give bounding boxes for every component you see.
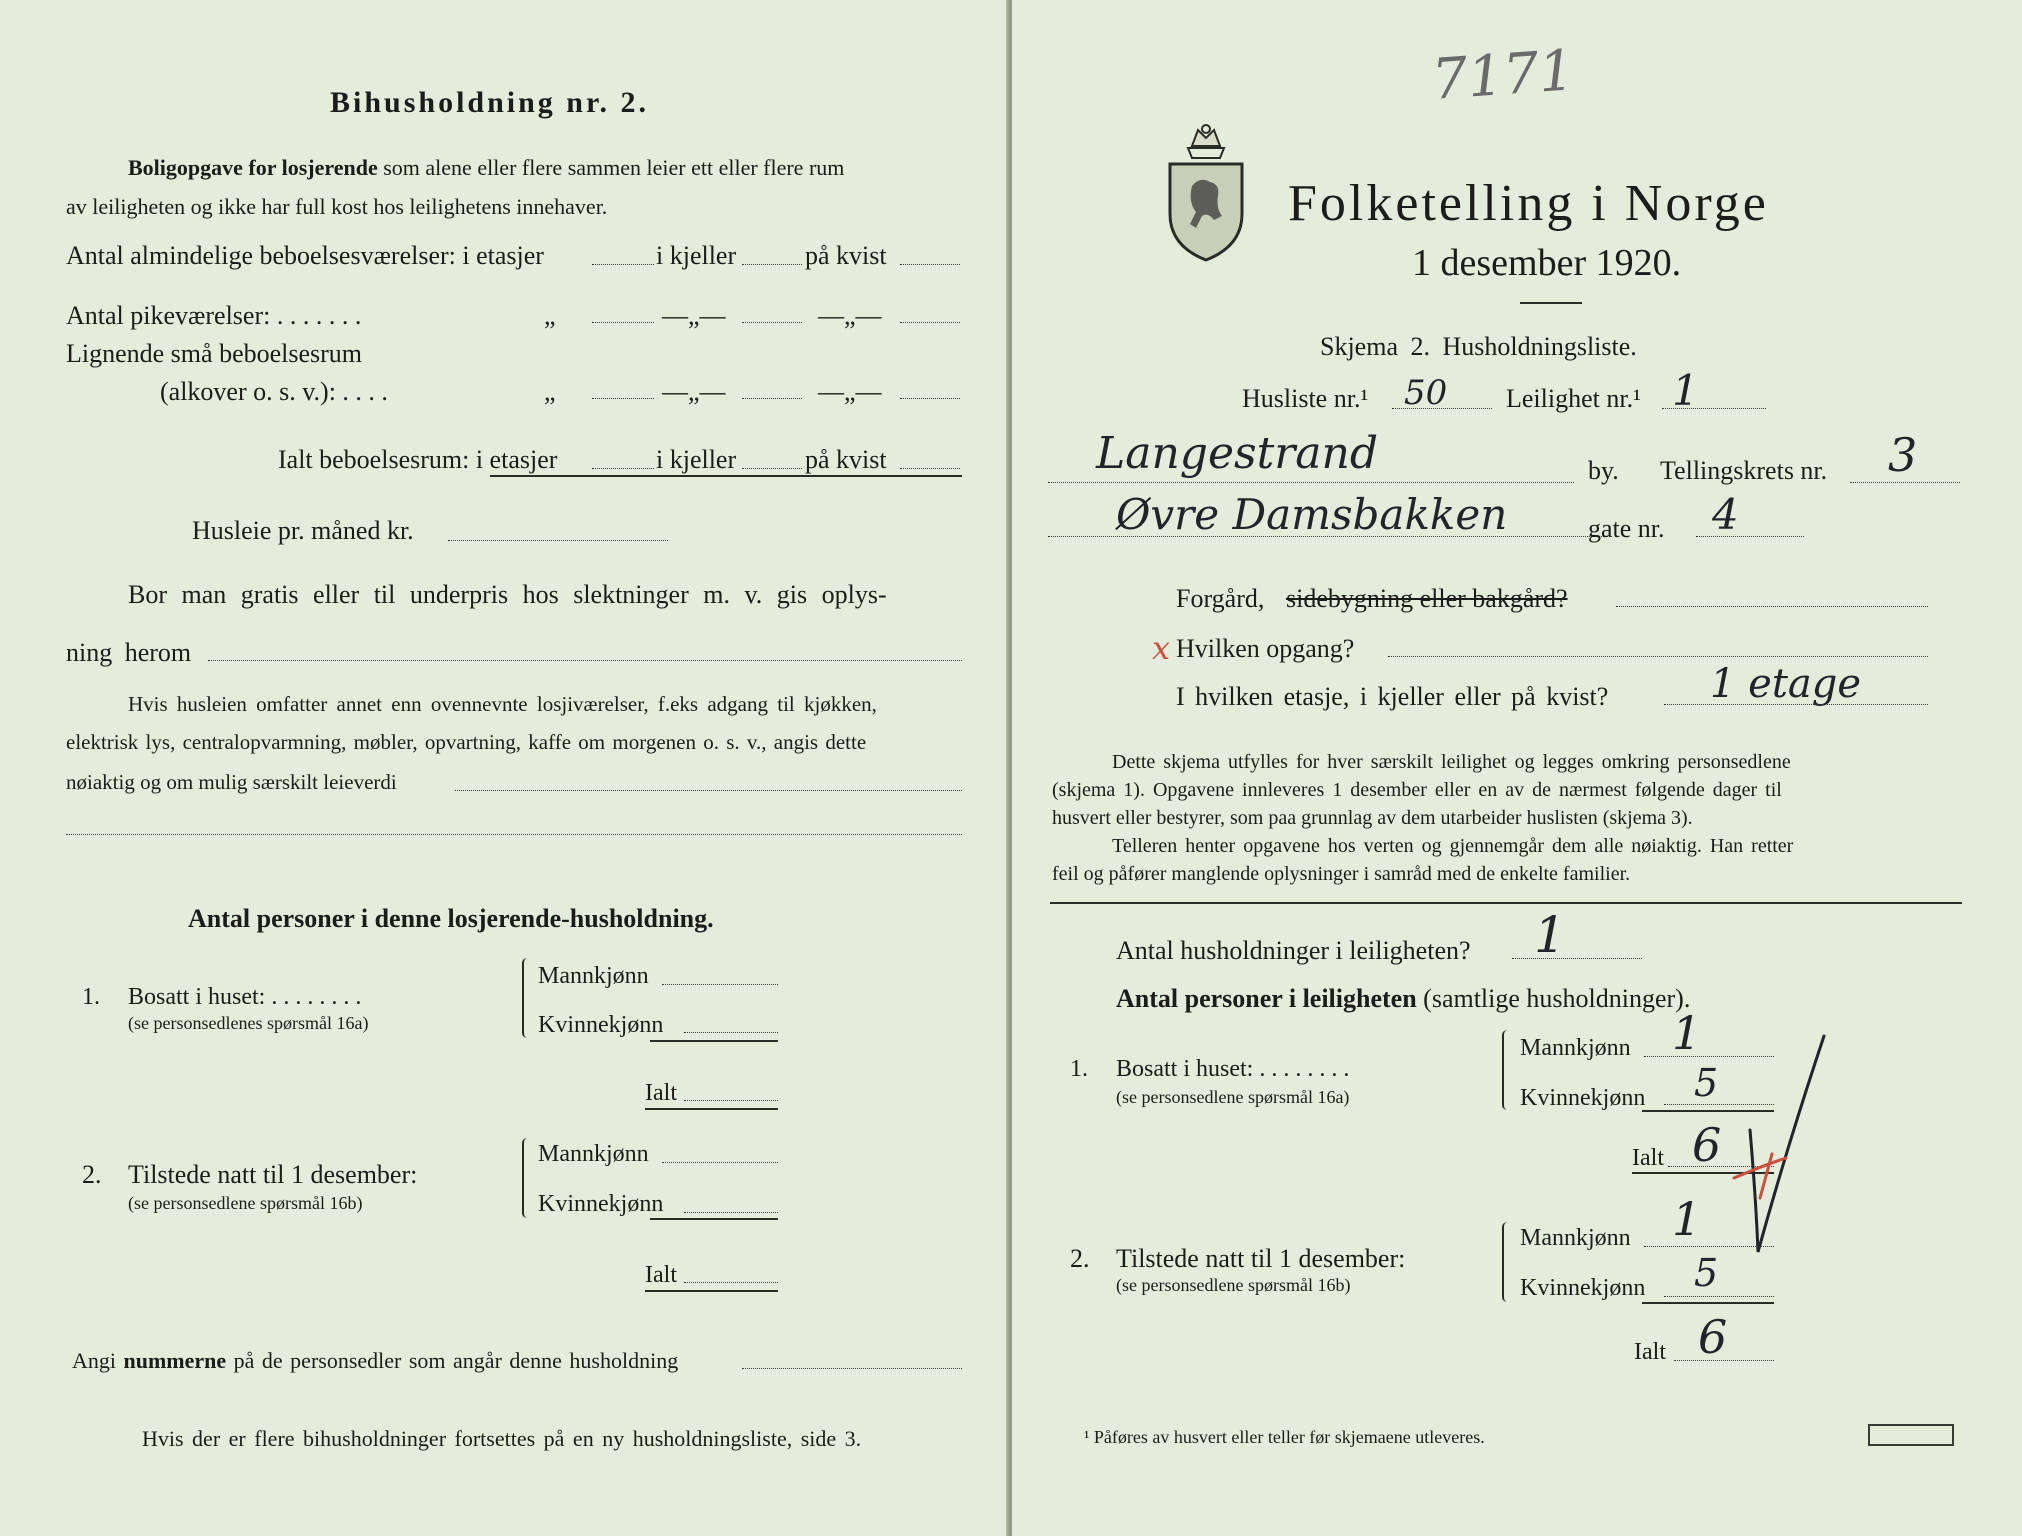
l-q2-sub: (se personsedlene spørsmål 16b) (128, 1193, 363, 1213)
ialt-label: Ialt beboelsesrum: i etasjer (278, 445, 558, 474)
l-q1-mann-label: Mannkjønn (538, 963, 649, 989)
gate-field[interactable] (1048, 536, 1608, 537)
hvis-line-2: elektrisk lys, centralopvarmning, møbler, opvartning, kaffe om morgenen o. s. v., angis dette (66, 730, 867, 754)
forgard-struck: sidebygning eller bakgård? (1286, 584, 1568, 613)
intro-rest: som alene eller flere sammen leier ett eller flere rum (383, 155, 845, 180)
r-q2-brace (1502, 1222, 1512, 1302)
antal-kvist-field[interactable] (900, 264, 960, 265)
l-q1-kvinne-field[interactable] (684, 1032, 778, 1033)
ialt-kjeller-field[interactable] (742, 468, 802, 469)
r-q1-ialt-value: 6 (1692, 1118, 1722, 1172)
left-title: Bihusholdning nr. 2. (330, 86, 650, 119)
info-line-2: (skjema 1). Opgavene innleveres 1 desember eller en av de nærmest følgende dager til (1052, 779, 1782, 801)
r-q1-brace (1502, 1030, 1512, 1110)
r-q2-sum-line (1642, 1302, 1774, 1304)
krets-value: 3 (1888, 428, 1918, 482)
r-q2-kvinne-label: Kvinnekjønn (1520, 1275, 1646, 1301)
coat-of-arms-icon (1162, 124, 1250, 264)
opgang-label: Hvilken opgang? (1176, 634, 1355, 663)
info-line-1: Dette skjema utfylles for hver særskilt leilighet og legges omkring personsedlene (1112, 751, 1791, 773)
husliste-label: Husliste nr.¹ (1242, 384, 1369, 413)
l-q2-kvinne-label: Kvinnekjønn (538, 1191, 664, 1217)
leilighet-label: Leilighet nr.¹ (1506, 384, 1641, 413)
l-q1-ialt-field[interactable] (684, 1100, 778, 1101)
pike-kvist-field[interactable] (900, 322, 960, 323)
antal-hush-value: 1 (1534, 906, 1566, 964)
opgang-mark: x (1152, 629, 1171, 667)
krets-field[interactable] (1850, 482, 1960, 483)
intro-line-2: av leiligheten og ikke har full kost hos leilighetens innehaver. (66, 194, 608, 219)
form-date: 1 desember 1920. (1412, 242, 1682, 284)
intro-line-1 (128, 157, 844, 179)
ialt-kvist: på kvist (805, 445, 887, 474)
hvis-line-3: nøiaktig og om mulig særskilt leieverdi (66, 770, 397, 794)
lign-kvist-field[interactable] (900, 398, 960, 399)
lign-dash-2: —„— (818, 377, 882, 406)
l-q2-ialt-label: Ialt (645, 1262, 677, 1288)
ialt-kvist-field[interactable] (900, 468, 960, 469)
angi-rest: på de personsedler som angår denne husholdning (233, 1348, 679, 1373)
l-q1-sub: (se personsedlenes spørsmål 16a) (128, 1013, 369, 1033)
etasje-label: I hvilken etasje, i kjeller eller på kvist? (1176, 682, 1609, 711)
hvis-line-1: Hvis husleien omfatter annet enn ovennevnte losjiværelser, f.eks adgang til kjøkken, (128, 692, 877, 716)
antal-kjeller-field[interactable] (742, 264, 802, 265)
l-q1-ialt-label: Ialt (645, 1080, 677, 1106)
info-rule (1050, 902, 1962, 904)
l-q2-brace (522, 1138, 532, 1218)
antal-pers-bold: Antal personer i leiligheten (1116, 984, 1417, 1013)
r-q2-mann-field[interactable] (1644, 1246, 1774, 1247)
l-q1-sum-line (650, 1040, 778, 1042)
title-rule (1520, 302, 1582, 304)
ialt-underline (490, 475, 962, 477)
left-footer: Hvis der er flere bihusholdninger fortsettes på en ny husholdningsliste, side 3. (142, 1426, 862, 1451)
r-q2-num: 2. (1070, 1244, 1090, 1273)
gate-nr-field[interactable] (1696, 536, 1804, 537)
r-q2-mann-label: Mannkjønn (1520, 1225, 1631, 1251)
r-q2-kvinne-field[interactable] (1664, 1296, 1774, 1297)
antal-label: Antal almindelige beboelsesværelser: i etasjer (66, 241, 544, 270)
pike-quote: „ (544, 301, 556, 330)
l-q1-mann-field[interactable] (662, 984, 778, 985)
r-q1-ialt-label: Ialt (1632, 1145, 1664, 1171)
gate-value: Øvre Damsbakken (1116, 490, 1508, 539)
antal-personer-heading: Antal personer i denne losjerende-husholdning. (188, 904, 714, 933)
leilighet-value: 1 (1672, 366, 1699, 415)
etasje-field[interactable] (1664, 704, 1928, 705)
antal-hush-label: Antal husholdninger i leiligheten? (1116, 936, 1471, 965)
l-q1-kvinne-label: Kvinnekjønn (538, 1012, 664, 1038)
r-q1-mann-value: 1 (1672, 1006, 1702, 1060)
husleie-field[interactable] (448, 540, 668, 541)
r-q1-num: 1. (1070, 1056, 1088, 1082)
antal-pers-line (1116, 986, 1690, 1012)
angi-pre: Angi (72, 1348, 116, 1373)
lign-label-1: Lignende små beboelsesrum (66, 339, 363, 368)
bor-field[interactable] (208, 660, 962, 661)
r-q2-sub: (se personsedlene spørsmål 16b) (1116, 1275, 1351, 1295)
r-q2-ialt-label: Ialt (1634, 1339, 1666, 1365)
leieverdi-field[interactable] (455, 790, 962, 791)
leilighet-field[interactable] (1662, 408, 1766, 409)
footnote: ¹ Påføres av husvert eller teller før skjemaene utleveres. (1084, 1427, 1485, 1447)
forgard-label: Forgård, (1176, 584, 1265, 613)
handwritten-archive-number: 7171 (1429, 38, 1577, 113)
intro-bold: Boligopgave for losjerende (128, 155, 378, 180)
by-field[interactable] (1048, 482, 1574, 483)
antal-pers-rest: (samtlige husholdninger). (1423, 984, 1691, 1013)
pike-dash-2: —„— (818, 301, 882, 330)
lign-quote: „ (544, 377, 556, 406)
r-q1-kvinne-value: 5 (1694, 1061, 1719, 1105)
lign-dash-1: —„— (662, 377, 726, 406)
by-value: Langestrand (1096, 428, 1379, 479)
husliste-field[interactable] (1392, 408, 1492, 409)
l-q2-ialt-field[interactable] (684, 1282, 778, 1283)
r-q2-label: Tilstede natt til 1 desember: (1116, 1244, 1406, 1273)
opgang-field[interactable] (1388, 656, 1928, 657)
r-q1-label: Bosatt i huset: . . . . . . . . (1116, 1056, 1350, 1082)
printer-mark-box (1868, 1424, 1954, 1446)
husleie-label: Husleie pr. måned kr. (192, 516, 414, 545)
l-q2-sum-line (650, 1218, 778, 1220)
angi-line (72, 1350, 678, 1372)
ialt-kjeller: i kjeller (656, 445, 737, 474)
checkmark-icon (1732, 1030, 1832, 1260)
pike-label: Antal pikeværelser: . . . . . . . (66, 301, 362, 330)
l-q2-num: 2. (82, 1160, 102, 1189)
bor-line-2: ning herom (66, 638, 192, 667)
skjema-label: Skjema 2. Husholdningsliste. (1320, 332, 1637, 361)
antal-kjeller: i kjeller (656, 241, 737, 270)
husliste-value: 50 (1404, 373, 1448, 413)
lign-etasjer-field[interactable] (592, 398, 654, 399)
l-q2-label: Tilstede natt til 1 desember: (128, 1160, 418, 1189)
gate-nr-value: 4 (1712, 490, 1739, 539)
angi-bold: nummerne (123, 1348, 227, 1373)
pike-kjeller-field[interactable] (742, 322, 802, 323)
antal-kvist: på kvist (805, 241, 887, 270)
forgard-field[interactable] (1616, 606, 1928, 607)
pike-etasjer-field[interactable] (592, 322, 654, 323)
r-q1-sub: (se personsedlene spørsmål 16a) (1116, 1087, 1350, 1107)
info-line-5: feil og påfører manglende oplysninger i samråd med de enkelte familier. (1052, 863, 1631, 885)
info-line-4: Telleren henter opgavene hos verten og gjennemgår dem alle nøiaktig. Han retter (1112, 835, 1794, 857)
pike-dash-1: —„— (662, 301, 726, 330)
r-q2-ialt-field[interactable] (1674, 1360, 1774, 1361)
right-page (1012, 0, 2022, 1536)
form-title: Folketelling i Norge (1288, 175, 1769, 232)
r-q2-kvinne-value: 5 (1694, 1251, 1719, 1295)
l-q1-brace (522, 958, 532, 1038)
l-q1-label: Bosatt i huset: . . . . . . . . (128, 984, 362, 1010)
r-q2-ialt-value: 6 (1698, 1310, 1728, 1364)
antal-etasjer-field[interactable] (592, 264, 654, 265)
antal-hush-field[interactable] (1512, 958, 1642, 959)
lign-label-2: (alkover o. s. v.): . . . . (160, 377, 388, 406)
r-q1-kvinne-label: Kvinnekjønn (1520, 1085, 1646, 1111)
l-q1-num: 1. (82, 984, 100, 1010)
ialt-etasjer-field[interactable] (592, 468, 654, 469)
gate-label: gate nr. (1588, 514, 1665, 543)
l-q1-ialt-underline (645, 1108, 778, 1110)
by-label: by. (1588, 456, 1619, 485)
l-q2-kvinne-field[interactable] (684, 1212, 778, 1213)
info-line-3: husvert eller bestyrer, som paa grunnlag av dem utarbeider huslisten (skjema 3). (1052, 807, 1693, 829)
r-q1-mann-label: Mannkjønn (1520, 1035, 1631, 1061)
l-q2-ialt-underline (645, 1290, 778, 1292)
leieverdi-field-2[interactable] (66, 834, 962, 835)
etasje-value: 1 etage (1710, 661, 1862, 707)
angi-field[interactable] (742, 1368, 962, 1369)
l-q2-mann-label: Mannkjønn (538, 1141, 649, 1167)
left-page (0, 0, 1010, 1536)
r-q2-mann-value: 1 (1672, 1192, 1702, 1246)
krets-label: Tellingskrets nr. (1660, 456, 1828, 485)
l-q2-mann-field[interactable] (662, 1162, 778, 1163)
bor-line-1: Bor man gratis eller til underpris hos slektninger m. v. gis oplys- (128, 580, 887, 609)
lign-kjeller-field[interactable] (742, 398, 802, 399)
